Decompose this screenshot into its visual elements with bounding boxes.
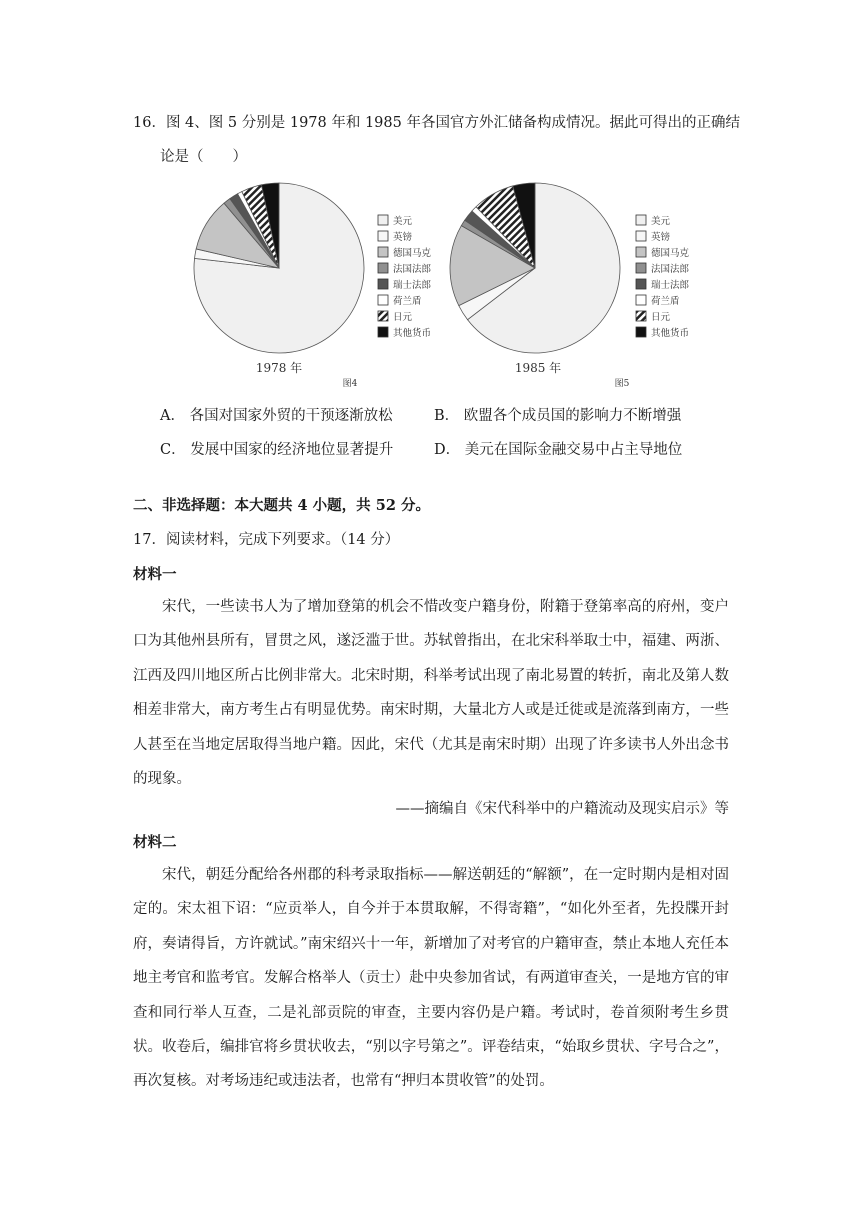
legend-label-gbp: 英镑 xyxy=(393,232,413,243)
legend-label-other: 其他货币 xyxy=(651,328,690,339)
material-1-text: 宋代，一些读书人为了增加登第的机会不惜改变户籍身份，附籍于登第率高的府州，变户口为其他州县所有，冒贯之风，遂泛滥于世。苏轼曾指出，在北宋科举取士中，福建、两浙、江西及四川地区所占比例非常大。北宋时期，科举考试出现了南北易置的转折，南北及第人数相差非常大，南方考生占有明显优势。南宋时期，大量北方人或是迁徙或是流落到南方，一些人甚至在当地定居取得当地户籍。因此，宋代（尤其是南宋时期）出现了许多读书人外出念书的现象。 xyxy=(133,599,729,788)
legend-swatch-gbp xyxy=(378,231,388,241)
legend-swatch-gbp xyxy=(636,231,646,241)
legend-label-chf: 瑞士法郎 xyxy=(393,280,432,291)
material-1-title: 材料一 xyxy=(133,566,177,583)
legend-label-dem: 德国马克 xyxy=(651,248,690,259)
legend-swatch-dem xyxy=(378,247,388,257)
legend-swatch-frf xyxy=(636,263,646,273)
chart-1985-title: 1985 年 xyxy=(514,361,562,375)
legend-swatch-dem xyxy=(636,247,646,257)
legend-label-jpy: 日元 xyxy=(393,312,413,323)
pie-charts-figure xyxy=(0,176,860,576)
legend-label-dem: 德国马克 xyxy=(393,248,432,259)
legend-swatch-usd xyxy=(636,215,646,225)
legend-label-nlg: 荷兰盾 xyxy=(393,296,422,307)
legend-label-nlg: 荷兰盾 xyxy=(651,296,680,307)
material-1-source: ——摘编自《宋代科举中的户籍流动及现实启示》等 xyxy=(395,801,729,817)
option-c[interactable]: C． 发展中国家的经济地位显著提升 xyxy=(160,442,394,458)
legend-label-usd: 美元 xyxy=(393,216,413,227)
legend-swatch-nlg xyxy=(378,295,388,305)
legend-swatch-jpy xyxy=(378,311,388,321)
option-d[interactable]: D． 美元在国际金融交易中占主导地位 xyxy=(434,442,683,458)
legend-label-jpy: 日元 xyxy=(651,312,671,323)
option-a[interactable]: A． 各国对国家外贸的干预逐渐放松 xyxy=(160,408,393,424)
legend-label-chf: 瑞士法郎 xyxy=(651,280,690,291)
legend-label-other: 其他货币 xyxy=(393,328,432,339)
section-heading: 二、非选择题：本大题共 4 小题，共 52 分。 xyxy=(133,497,430,514)
legend-swatch-jpy xyxy=(636,311,646,321)
legend-swatch-chf xyxy=(378,279,388,289)
legend-swatch-nlg xyxy=(636,295,646,305)
legend-swatch-other xyxy=(636,327,646,337)
legend-label-usd: 美元 xyxy=(651,216,671,227)
chart-1985-caption: 图5 xyxy=(614,379,630,389)
question-16-stem: 16．图 4、图 5 分别是 1978 年和 1985 年各国官方外汇储备构成情况。据此可得出的正确结 xyxy=(133,115,740,131)
option-b[interactable]: B． 欧盟各个成员国的影响力不断增强 xyxy=(434,408,682,424)
legend-swatch-chf xyxy=(636,279,646,289)
legend-label-frf: 法国法郎 xyxy=(651,264,690,275)
legend-label-gbp: 英镑 xyxy=(651,232,671,243)
legend-swatch-other xyxy=(378,327,388,337)
material-2-title: 材料二 xyxy=(133,834,177,851)
legend-label-frf: 法国法郎 xyxy=(393,264,432,275)
question-16-stem-cont: 论是（ ） xyxy=(160,149,247,165)
question-17-stem: 17．阅读材料，完成下列要求。（14 分） xyxy=(133,532,400,548)
chart-1978-caption: 图4 xyxy=(342,379,358,389)
chart-1978-title: 1978 年 xyxy=(255,361,303,375)
legend-swatch-frf xyxy=(378,263,388,273)
material-2-text: 宋代，朝廷分配给各州郡的科考录取指标——解送朝廷的“解额”，在一定时期内是相对固定的。宋太祖下诏：“应贡举人，自今并于本贯取解，不得寄籍”，“如化外至者，先投牒开封府，奏请得旨，方许就试。”南宋绍兴十一年，新增加了对考官的户籍审查，禁止本地人充任本地主考官和监考官。发解合格举人（贡士）赴中央参加省试，有两道审查关，一是地方官的审查和同行举人互查，二是礼部贡院的审查，主要内容仍是户籍。考试时，卷首须附考生乡贯状。收卷后，编排官将乡贯状收去，“别以字号第之”。评卷结束，“始取乡贯状、字号合之”，再次复核。对考场违纪或违法者，也常有“押归本贯收管”的处罚。 xyxy=(133,867,729,1090)
legend-swatch-usd xyxy=(378,215,388,225)
